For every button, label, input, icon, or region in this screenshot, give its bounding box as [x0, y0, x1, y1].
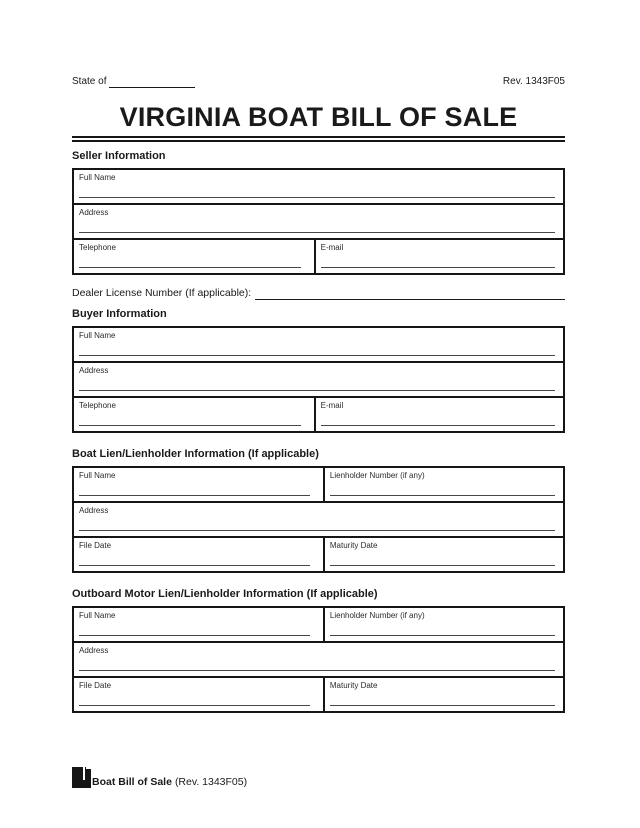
buyer-telephone-input-line[interactable] — [79, 425, 301, 426]
state-of-input-line[interactable] — [109, 77, 195, 88]
field-label: File Date — [79, 681, 112, 690]
seller-address-input-line[interactable] — [79, 232, 555, 233]
field-label: Telephone — [79, 243, 116, 252]
table-row — [74, 536, 563, 571]
outboard-lien-file-date-cell — [74, 678, 323, 711]
field-label: Maturity Date — [329, 681, 378, 690]
table-row — [74, 203, 563, 238]
field-label: File Date — [79, 541, 112, 550]
table-row — [74, 396, 563, 431]
field-label: Lienholder Number (if any) — [329, 611, 425, 620]
field-label: E-mail — [320, 243, 344, 252]
footer-revision: (Rev. 1343F05) — [174, 776, 248, 788]
field-label: Address — [79, 506, 109, 515]
boat-lien-address-input-line[interactable] — [79, 530, 555, 531]
form-title: VIRGINIA BOAT BILL OF SALE — [119, 102, 518, 132]
table-row — [74, 608, 563, 641]
dealer-license-label: Dealer License Number (If applicable): — [72, 287, 252, 299]
seller-info-box — [72, 168, 565, 275]
field-label: Full Name — [79, 173, 116, 182]
boat-lien-maturity-date-input-line[interactable] — [330, 565, 555, 566]
field-label: Full Name — [79, 611, 116, 620]
table-row — [74, 468, 563, 501]
seller-section-heading: Seller Information — [72, 150, 166, 162]
outboard-lien-full-name-cell — [74, 608, 323, 641]
outboard-lien-section-heading: Outboard Motor Lien/Lienholder Information (If applicable) — [72, 588, 378, 600]
table-row — [74, 501, 563, 536]
seller-email-input-line[interactable] — [321, 267, 555, 268]
boat-lien-full-name-input-line[interactable] — [79, 495, 310, 496]
boat-lien-address-cell — [74, 503, 563, 536]
table-row — [74, 641, 563, 676]
buyer-full-name-input-line[interactable] — [79, 355, 555, 356]
table-row — [74, 676, 563, 711]
outboard-lien-address-input-line[interactable] — [79, 670, 555, 671]
field-label: Address — [79, 646, 109, 655]
buyer-email-cell — [314, 398, 563, 431]
boat-lien-info-box — [72, 466, 565, 573]
buyer-section-heading: Buyer Information — [72, 308, 167, 320]
title-rule — [72, 136, 565, 142]
outboard-lien-number-input-line[interactable] — [330, 635, 555, 636]
field-label: Full Name — [79, 331, 116, 340]
outboard-lien-info-box — [72, 606, 565, 713]
field-label: Lienholder Number (if any) — [329, 471, 425, 480]
buyer-info-box — [72, 326, 565, 433]
header-row — [72, 76, 565, 88]
boat-lien-file-date-cell — [74, 538, 323, 571]
buyer-address-cell — [74, 363, 563, 396]
dealer-license-input-line[interactable] — [255, 289, 565, 300]
field-label: Address — [79, 366, 109, 375]
seller-telephone-input-line[interactable] — [79, 267, 301, 268]
buyer-telephone-cell — [74, 398, 314, 431]
table-row — [74, 170, 563, 203]
buyer-full-name-cell — [74, 328, 563, 361]
outboard-lien-file-date-input-line[interactable] — [79, 705, 310, 706]
state-of-field — [72, 76, 195, 88]
boat-lien-full-name-cell — [74, 468, 323, 501]
table-row — [74, 328, 563, 361]
buyer-address-input-line[interactable] — [79, 390, 555, 391]
boat-lien-section-heading: Boat Lien/Lienholder Information (If applicable) — [72, 448, 319, 460]
outboard-lien-full-name-input-line[interactable] — [79, 635, 310, 636]
seller-full-name-cell — [74, 170, 563, 203]
field-label: E-mail — [320, 401, 344, 410]
seller-telephone-cell — [74, 240, 314, 273]
boat-lien-maturity-date-cell — [323, 538, 563, 571]
footer-doc-title: Boat Bill of Sale — [92, 776, 172, 788]
seller-address-cell — [74, 205, 563, 238]
state-of-label: State of — [72, 76, 107, 87]
legal-templates-logo-icon — [72, 767, 91, 788]
outboard-lien-maturity-date-input-line[interactable] — [330, 705, 555, 706]
field-label: Full Name — [79, 471, 116, 480]
seller-full-name-input-line[interactable] — [79, 197, 555, 198]
table-row — [74, 361, 563, 396]
outboard-lien-maturity-date-cell — [323, 678, 563, 711]
boat-lien-number-cell — [323, 468, 563, 501]
field-label: Address — [79, 208, 109, 217]
field-label: Maturity Date — [329, 541, 378, 550]
boat-lien-file-date-input-line[interactable] — [79, 565, 310, 566]
field-label: Telephone — [79, 401, 116, 410]
seller-email-cell — [314, 240, 563, 273]
revision-label: Rev. 1343F05 — [502, 76, 565, 87]
boat-lien-number-input-line[interactable] — [330, 495, 555, 496]
dealer-license-field — [72, 287, 565, 300]
outboard-lien-number-cell — [323, 608, 563, 641]
footer — [72, 767, 247, 788]
outboard-lien-address-cell — [74, 643, 563, 676]
buyer-email-input-line[interactable] — [321, 425, 555, 426]
table-row — [74, 238, 563, 273]
